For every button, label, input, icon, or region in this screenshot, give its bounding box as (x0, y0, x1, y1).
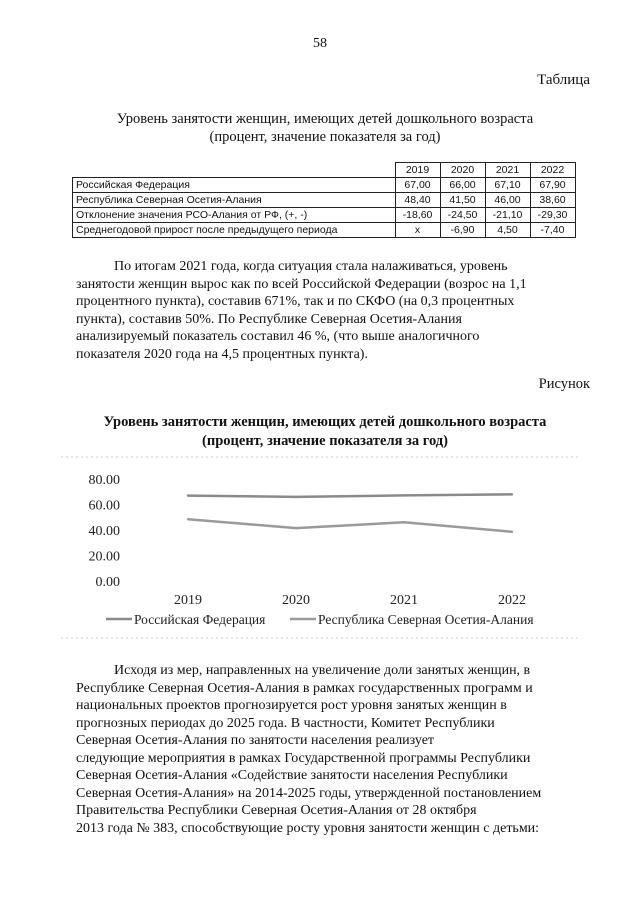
legend-label: Республика Северная Осетия-Алания (318, 612, 534, 627)
x-tick-label: 2022 (498, 593, 526, 608)
table-header-year: 2021 (485, 163, 530, 178)
table-header-year: 2019 (395, 163, 440, 178)
table-title (60, 110, 590, 146)
x-tick-label: 2021 (390, 593, 418, 608)
table-header-year: 2020 (440, 163, 485, 178)
data-point (511, 493, 513, 495)
table-cell: 38,60 (530, 193, 575, 208)
table-cell: -18,60 (395, 208, 440, 223)
table-cell: -7,40 (530, 223, 575, 238)
row-label: Отклонение значения РСО-Алания от РФ, (+, -) (73, 208, 396, 223)
data-point (295, 527, 297, 529)
series-line-russia (188, 494, 512, 497)
table-cell: -21,10 (485, 208, 530, 223)
employment-table (72, 162, 576, 238)
series-lines (187, 493, 513, 533)
legend-label: Российская Федерация (134, 612, 266, 627)
table-cell: 67,00 (395, 178, 440, 193)
table-cell: 4,50 (485, 223, 530, 238)
paragraph-line: прогнозных периодах до 2025 года. В частности, Комитет Республики (76, 715, 495, 731)
paragraph-line: анализируемый показатель составил 46 %, (что выше аналогичного (76, 329, 480, 344)
data-point (511, 531, 513, 533)
data-point (187, 494, 189, 496)
table-row (73, 178, 576, 193)
paragraph-line: Северная Осетия-Алания «Содействие занятости населения Республики (76, 768, 508, 783)
paragraph-line: показателя 2020 года на 4,5 процентных пункта). (76, 346, 368, 362)
table-cell: 48,40 (395, 193, 440, 208)
y-tick-label: 60.00 (88, 498, 120, 514)
y-tick-label: 80.00 (88, 473, 120, 488)
table-title-line2: (процент, значение показателя за год) (209, 129, 441, 145)
table-cell: -24,50 (440, 208, 485, 223)
table-cell: x (395, 223, 440, 238)
series-line-north-ossetia (188, 519, 512, 532)
paragraph-line: занятости женщин вырос как по всей Российской Федерации (возрос на 1,1 (76, 276, 527, 292)
paragraph-results-2021 (76, 258, 578, 363)
x-axis-ticks (174, 593, 526, 608)
y-tick-label: 40.00 (88, 524, 120, 539)
paragraph-line: 2013 года № 383, способствующие росту уровня занятости женщин с детьми: (76, 820, 540, 836)
table-cell: 67,90 (530, 178, 575, 193)
row-label: Российская Федерация (73, 178, 396, 193)
paragraph-line: следующие мероприятия в рамках Государственной программы Республики (76, 750, 531, 766)
paragraph-line: Северная Осетия-Алания по занятости населения реализует (76, 733, 435, 748)
paragraph-line: По итогам 2021 года, когда ситуация стала налаживаться, уровень (114, 259, 508, 274)
data-point (295, 496, 297, 498)
table-label: Таблица (537, 72, 590, 88)
table-cell: -6,90 (440, 223, 485, 238)
paragraph-measures (76, 662, 578, 837)
page-number: 58 (313, 36, 327, 51)
table-header-row (73, 163, 576, 178)
paragraph-line: Правительства Республики Северная Осетия-Алания от 28 октября (76, 803, 477, 818)
figure-title-line1: Уровень занятости женщин, имеющих детей дошкольного возраста (103, 414, 547, 430)
table-header-blank (73, 163, 396, 178)
table-cell: 67,10 (485, 178, 530, 193)
row-label: Среднегодовой прирост после предыдущего периода (73, 223, 396, 238)
table-row (73, 223, 576, 238)
figure-title-line2: (процент, значение показателя за год) (202, 433, 448, 449)
y-tick-label: 20.00 (88, 549, 120, 565)
paragraph-line: Республике Северная Осетия-Алания в рамках государственных программ и (76, 680, 533, 696)
paragraph-line: Северная Осетия-Алания» на 2014-2025 годы, утвержденной постановлением (76, 785, 542, 801)
chart-legend (106, 612, 534, 627)
table-cell: -29,30 (530, 208, 575, 223)
paragraph-line: национальных проектов прогнозируется рост уровня занятых женщин в (76, 698, 507, 713)
figure-label: Рисунок (538, 376, 590, 392)
data-point (187, 518, 189, 520)
data-point (403, 494, 405, 496)
y-tick-label: 0.00 (95, 575, 120, 590)
table-cell: 66,00 (440, 178, 485, 193)
y-axis-ticks (89, 473, 121, 590)
row-label: Республика Северная Осетия-Алания (73, 193, 396, 208)
employment-line-chart (60, 455, 580, 640)
x-tick-label: 2020 (282, 593, 310, 608)
paragraph-line: процентного пункта), составив 671%, так и по СКФО (на 0,3 процентных (76, 294, 515, 309)
paragraph-line: пункта), составив 50%. По Республике Северная Осетия-Алания (76, 311, 462, 327)
table-header-year: 2022 (530, 163, 575, 178)
x-tick-label: 2019 (174, 593, 202, 608)
table-row (73, 193, 576, 208)
figure-title (60, 413, 590, 451)
table-row (73, 208, 576, 223)
paragraph-line: Исходя из мер, направленных на увеличение доли занятых женщин, в (114, 663, 531, 678)
data-point (403, 521, 405, 523)
table-cell: 41,50 (440, 193, 485, 208)
table-cell: 46,00 (485, 193, 530, 208)
table-title-line1: Уровень занятости женщин, имеющих детей дошкольного возраста (116, 111, 534, 127)
